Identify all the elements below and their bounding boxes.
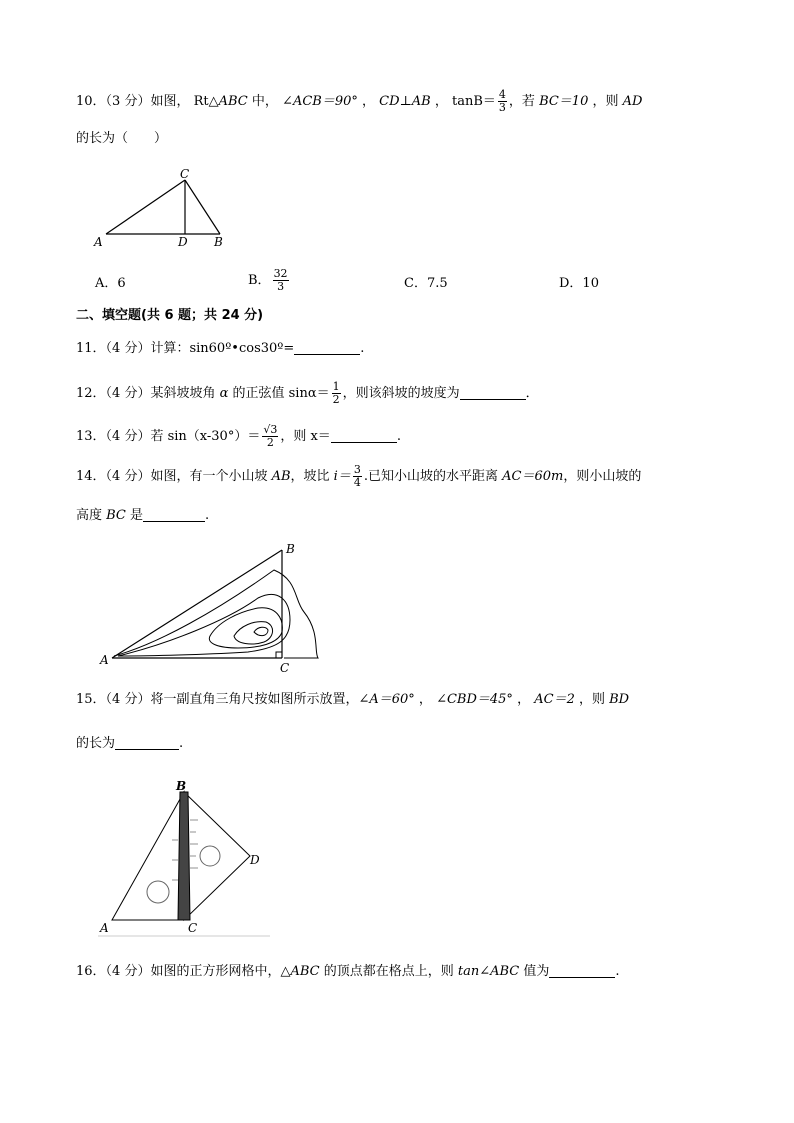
question-text: ，则: [592, 94, 623, 109]
option-d[interactable]: D．10: [559, 276, 599, 291]
math-expression: BC: [106, 508, 126, 523]
question-number: 10．: [76, 94, 106, 109]
fraction-denominator: 4: [353, 476, 361, 489]
math-expression: tanB＝: [452, 94, 496, 109]
fraction-denominator: 2: [332, 393, 340, 406]
question-16: [76, 963, 620, 980]
contour-line-4: [234, 622, 273, 644]
answer-blank[interactable]: [143, 507, 205, 522]
math-expression: CD⊥AB: [379, 94, 431, 109]
question-text: Rt△: [193, 94, 219, 109]
math-expression: α: [219, 386, 229, 401]
question-text: ，: [362, 94, 376, 109]
math-expression: AB: [271, 469, 291, 484]
question-text: ，则该斜坡的坡度为: [342, 386, 460, 401]
fraction-numerator: 1: [332, 380, 340, 393]
fraction-numerator: 3: [353, 463, 361, 476]
question-text: 12．（4 分）某斜坡坡角: [76, 386, 220, 401]
math-expression: tan∠ABC: [457, 964, 520, 979]
fraction: [332, 381, 341, 406]
question-14-line2: [76, 507, 209, 524]
question-text: .: [205, 508, 210, 523]
question-text: ，: [517, 692, 531, 707]
answer-blank[interactable]: [331, 428, 397, 443]
option-c[interactable]: C．7.5: [404, 276, 448, 291]
math-expression: ∠CBD＝45°: [436, 692, 513, 707]
q14-hill-slope-figure: [98, 540, 328, 678]
question-text: 的顶点都在格点上，则: [319, 964, 458, 979]
point-label-b: B: [176, 779, 187, 793]
math-expression: AD: [622, 94, 643, 109]
question-text: 中，: [247, 94, 278, 109]
question-text: ，则小山坡的: [563, 469, 642, 484]
question-13: [76, 424, 401, 449]
question-11: [76, 340, 364, 357]
question-text: ，则: [578, 692, 610, 707]
question-text: 是: [125, 508, 144, 523]
math-expression: BC＝10: [539, 94, 589, 109]
point-label-c: C: [280, 661, 290, 675]
point-label-a: A: [100, 921, 109, 935]
answer-blank[interactable]: [460, 385, 526, 400]
question-text: .: [396, 429, 401, 444]
point-label-b: B: [214, 235, 223, 249]
question-10-line1: [76, 89, 642, 114]
question-text: 16．（4 分）如图的正方形网格中，△: [76, 964, 291, 979]
question-text: ，坡比: [290, 469, 334, 484]
point-label-c: C: [188, 921, 198, 935]
question-10-line2: 的长为（ ）: [76, 131, 168, 146]
question-text: ，则 x＝: [280, 429, 331, 444]
fraction-denominator: 3: [277, 280, 285, 293]
point-label-b: B: [286, 542, 295, 556]
math-expression: i＝: [333, 469, 351, 484]
option-a[interactable]: A．6: [95, 276, 126, 291]
segment-bc: [185, 180, 220, 234]
question-text: 14．（4 分）如图，有一个小山坡: [76, 469, 272, 484]
fraction: [498, 89, 507, 114]
question-12: [76, 381, 539, 406]
point-label-a: A: [100, 653, 109, 667]
section-heading: 二、填空题(共 6 题；共 24 分): [76, 308, 264, 323]
question-15-line1: [76, 692, 629, 708]
math-expression: AC＝60m: [502, 469, 564, 484]
question-text: 13．（4 分）若 sin（x-30°）＝: [76, 429, 261, 444]
slope-ab: [112, 550, 282, 658]
question-text: 的正弦值: [228, 386, 289, 401]
contour-line-3: [209, 608, 282, 648]
q15-set-squares-figure: [92, 770, 272, 940]
question-14-line1: [76, 464, 641, 489]
fraction: [273, 268, 289, 293]
answer-blank[interactable]: [294, 340, 360, 355]
point-label-c: C: [180, 167, 190, 181]
point-label-d: D: [250, 853, 260, 867]
question-text: ，: [434, 94, 448, 109]
question-text: 11．（4 分）计算：sin60º•cos30º=: [76, 341, 295, 356]
contour-line-2: [118, 594, 290, 656]
question-text: 15．（4 分）将一副直角三角尺按如图所示放置，: [76, 692, 359, 707]
fraction-numerator: 32: [273, 267, 288, 280]
math-expression: sinα＝: [288, 386, 330, 401]
fraction-numerator: 4: [498, 88, 506, 101]
right-angle-mark: [276, 652, 282, 658]
fraction-denominator: 3: [498, 101, 506, 114]
segment-ac: [106, 180, 185, 234]
question-text: 如图，: [150, 94, 190, 109]
point-label-a: A: [94, 235, 103, 249]
point-label-d: D: [178, 235, 188, 249]
question-score: （3 分）: [105, 94, 151, 109]
q10-triangle-figure: [90, 166, 240, 250]
math-expression: ∠A＝60°: [358, 692, 415, 707]
answer-blank[interactable]: [115, 735, 179, 750]
option-b[interactable]: [248, 268, 291, 293]
math-expression: ABC: [290, 964, 320, 979]
math-expression: AC＝2: [534, 692, 575, 707]
fraction: [353, 464, 362, 489]
fraction-denominator: 2: [266, 436, 274, 449]
fraction: [262, 424, 278, 449]
question-text: .: [360, 341, 365, 356]
set-square-60: [112, 792, 184, 920]
math-expression: BD: [609, 692, 630, 707]
question-text: .: [179, 736, 184, 751]
question-text: 的长为: [76, 736, 116, 751]
question-text: .: [615, 964, 620, 979]
question-text: .已知小山坡的水平距离: [363, 469, 503, 484]
answer-blank[interactable]: [549, 963, 615, 978]
question-text: ．: [525, 386, 539, 401]
question-text: 高度: [76, 508, 107, 523]
ruler-edge-bc: [178, 792, 190, 920]
contour-line-peak: [254, 627, 268, 635]
option-label: B．: [248, 273, 271, 288]
fraction-numerator: √3: [263, 423, 278, 436]
math-expression: ∠ACB＝90°: [282, 94, 358, 109]
question-text: 值为: [519, 964, 550, 979]
math-expression: ABC: [218, 94, 248, 109]
question-text: ，若: [508, 94, 540, 109]
question-text: ，: [418, 692, 432, 707]
question-15-line2: [76, 735, 183, 752]
